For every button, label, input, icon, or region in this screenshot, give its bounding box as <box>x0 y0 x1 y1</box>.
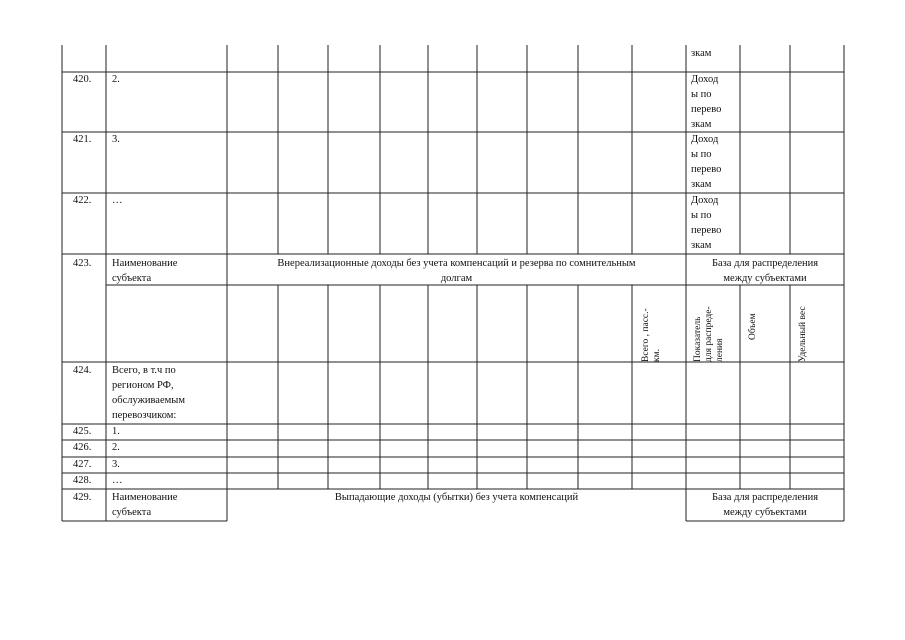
subject-name-header-423: Наименование субъекта <box>112 258 178 284</box>
distribution-base-header-429: База для распределения между субъектами <box>711 492 819 518</box>
lost-income-header: Выпадающие доходы (убытки) без учета компенсаций <box>334 492 579 503</box>
top-partial-text: зкам <box>691 48 712 59</box>
distribution-indicator-header: Показатель для распреде- ления <box>693 306 725 362</box>
total-pass-km-header: Всего , пасс.- км. <box>641 308 662 362</box>
row-name: 3. <box>112 134 120 145</box>
row-name: 3. <box>112 459 120 470</box>
share-header: Удельный вес <box>798 306 808 362</box>
row-424-name: Всего, в т.ч по регионом РФ, обслуживаемым перевозчиком: <box>112 365 185 421</box>
row-dest-text: Доход ы по перево зкам <box>691 195 722 251</box>
distribution-base-header-423: База для распределения между субъектами <box>711 258 819 284</box>
volume-header: Объем <box>748 313 758 340</box>
row-number-423: 423. <box>73 258 92 269</box>
row-number: 422. <box>73 195 92 206</box>
row-number-429: 429. <box>73 492 92 503</box>
row-name: … <box>112 195 123 206</box>
row-number: 428. <box>73 475 92 486</box>
row-number: 427. <box>73 459 92 470</box>
row-number: 421. <box>73 134 92 145</box>
row-name: 2. <box>112 442 120 453</box>
subject-name-header-429: Наименование субъекта <box>112 492 178 518</box>
row-name: 1. <box>112 426 120 437</box>
row-number: 420. <box>73 74 92 85</box>
non-operating-income-header: Внереализационные доходы без учета компенсаций и резерва по сомнительным долгам <box>277 258 636 284</box>
row-number: 425. <box>73 426 92 437</box>
row-dest-text: Доход ы по перево зкам <box>691 134 722 190</box>
row-dest-text: Доход ы по перево зкам <box>691 74 722 130</box>
row-name: 2. <box>112 74 120 85</box>
row-number: 426. <box>73 442 92 453</box>
row-number-424: 424. <box>73 365 92 376</box>
row-name: … <box>112 475 123 486</box>
